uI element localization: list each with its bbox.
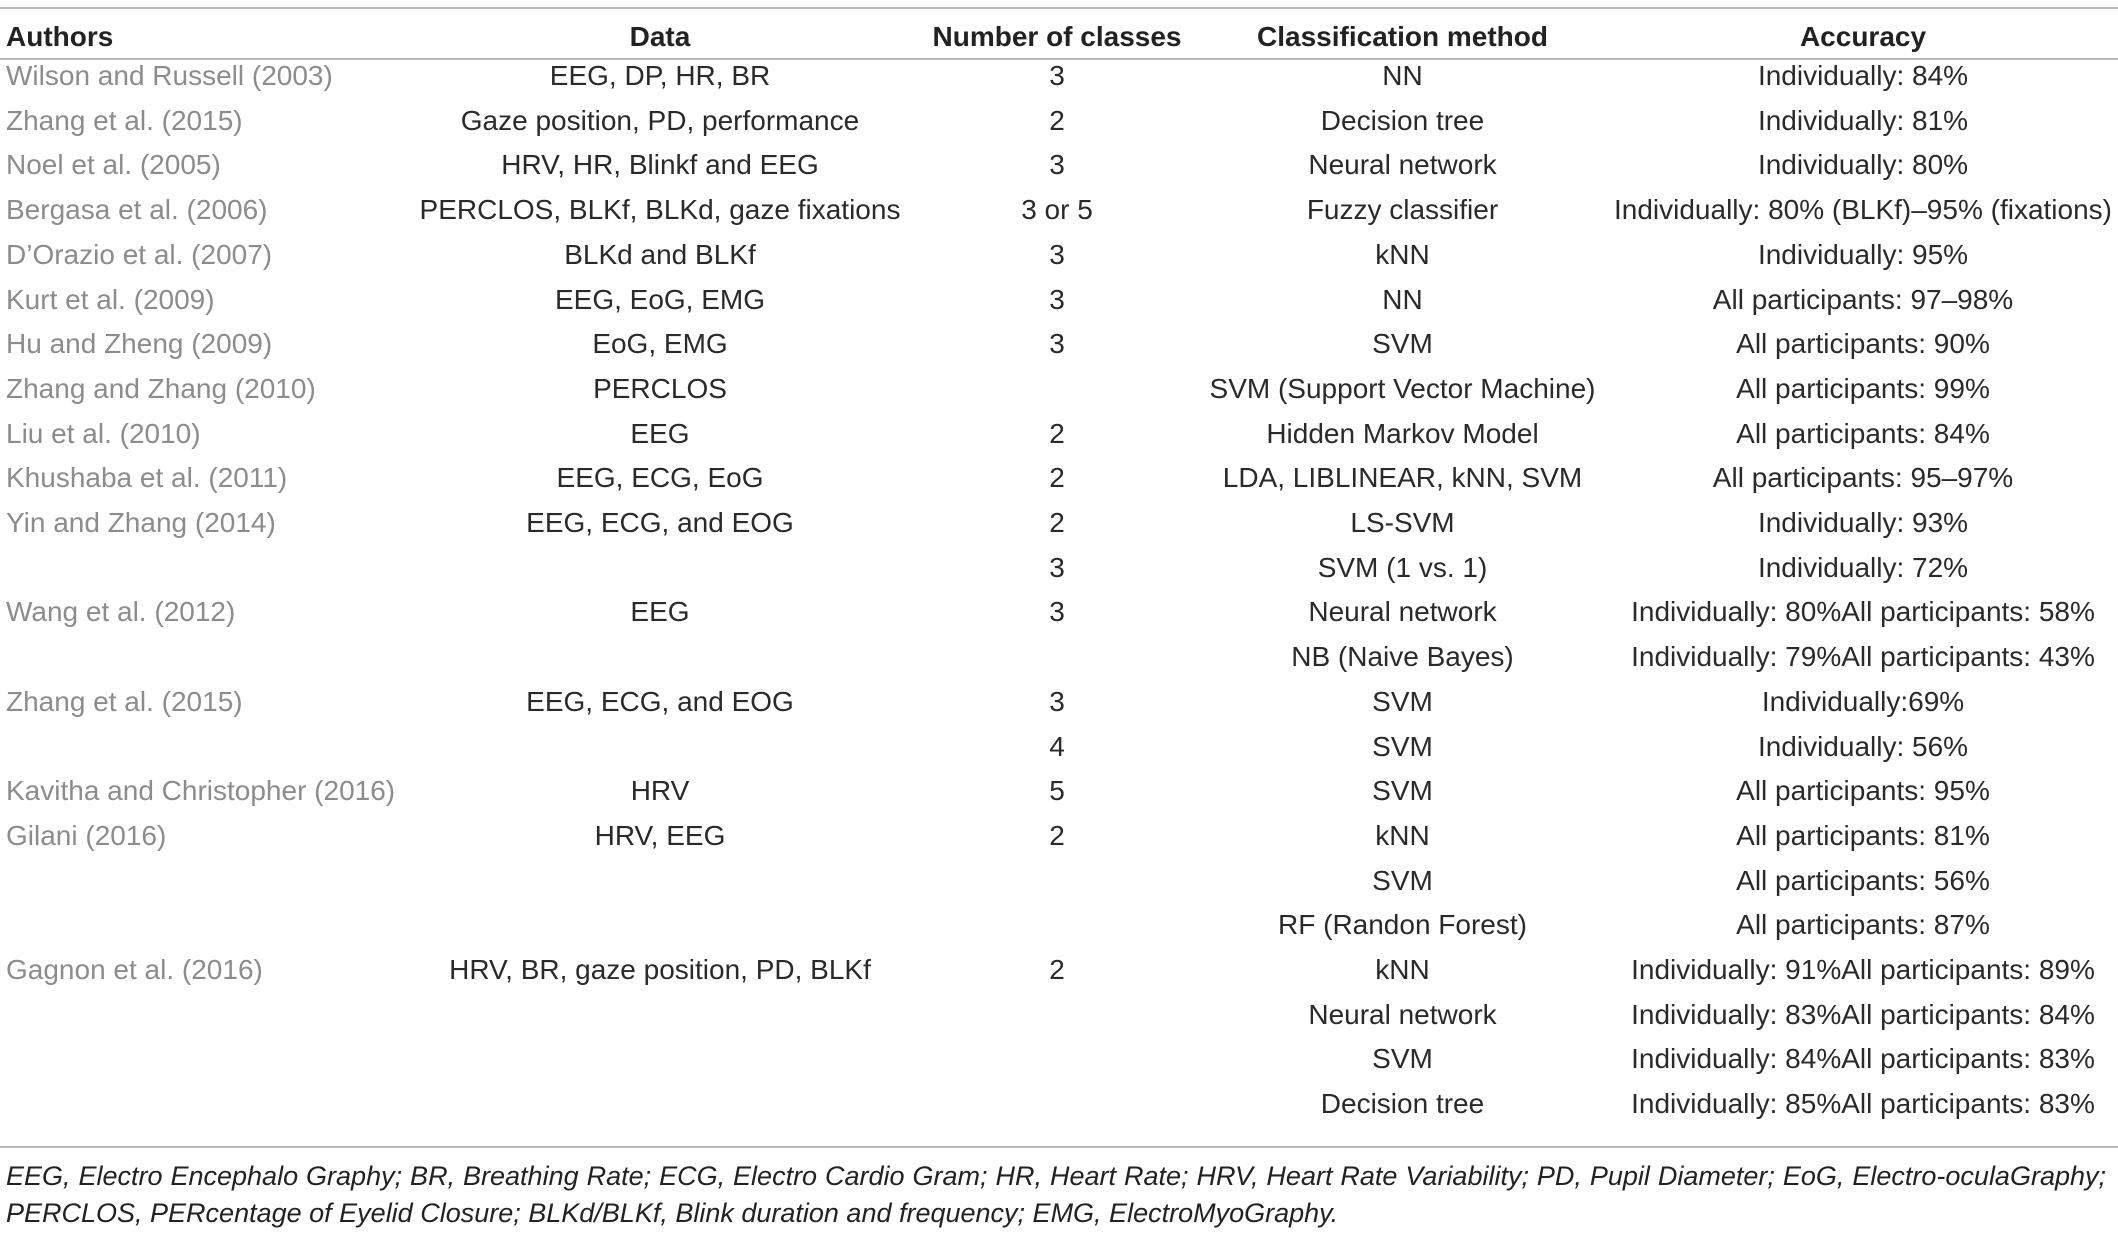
cell-number-of-classes: 3 bbox=[1049, 596, 1065, 628]
cell-classification-method: Fuzzy classifier bbox=[1306, 194, 1499, 226]
cell-classification-method: SVM bbox=[1372, 685, 1433, 717]
cell-number-of-classes: 2 bbox=[1049, 819, 1065, 851]
cell-accuracy: Individually: 80% bbox=[1757, 149, 1969, 181]
cell-number-of-classes: 5 bbox=[1049, 775, 1065, 807]
cell-data: HRV bbox=[630, 775, 690, 807]
table-row bbox=[0, 1036, 2118, 1081]
table-row bbox=[0, 813, 2118, 858]
cell-data: EEG, EoG, EMG bbox=[554, 283, 766, 315]
cell-classification-method: SVM bbox=[1372, 730, 1433, 762]
cell-authors: Gagnon et al. (2016) bbox=[6, 954, 263, 985]
cell-accuracy: Individually: 79%All participants: 43% bbox=[1631, 641, 2095, 673]
cell-accuracy: All participants: 95% bbox=[1736, 775, 1990, 807]
cell-number-of-classes: 3 bbox=[1049, 283, 1065, 315]
cell-classification-method: SVM bbox=[1372, 775, 1433, 807]
cell-accuracy: All participants: 97–98% bbox=[1712, 283, 2014, 315]
cell-classification-method: kNN bbox=[1375, 954, 1430, 985]
cell-classification-method: NB (Naive Bayes) bbox=[1291, 641, 1514, 673]
cell-accuracy: Individually: 85%All participants: 83% bbox=[1631, 1088, 2095, 1120]
cell-accuracy: Individually: 91%All participants: 89% bbox=[1631, 954, 2095, 985]
cell-data bbox=[403, 1036, 917, 1081]
cell-accuracy: Individually: 83%All participants: 84% bbox=[1631, 998, 2095, 1030]
cell-number-of-classes: 3 bbox=[1049, 149, 1065, 181]
cell-data bbox=[403, 858, 917, 903]
cell-number-of-classes bbox=[917, 858, 1197, 903]
header-authors: Authors bbox=[6, 21, 114, 52]
table-row bbox=[0, 902, 2118, 947]
cell-number-of-classes bbox=[917, 634, 1197, 679]
table-row bbox=[0, 1081, 2118, 1126]
table-row bbox=[0, 277, 2118, 322]
cell-data bbox=[403, 992, 917, 1037]
cell-number-of-classes bbox=[917, 992, 1197, 1037]
table-row bbox=[0, 366, 2118, 411]
table-row bbox=[0, 992, 2118, 1037]
cell-data bbox=[403, 902, 917, 947]
table-row bbox=[0, 232, 2118, 277]
header-classification-method: Classification method bbox=[1257, 21, 1548, 52]
cell-authors: Noel et al. (2005) bbox=[6, 149, 221, 181]
cell-authors: Hu and Zheng (2009) bbox=[6, 328, 273, 360]
cell-accuracy: Individually: 80% (BLKf)–95% (fixations) bbox=[1613, 194, 2112, 226]
cell-accuracy: Individually: 95% bbox=[1757, 238, 1969, 270]
cell-number-of-classes: 3 bbox=[1049, 685, 1065, 717]
cell-authors: Bergasa et al. (2006) bbox=[6, 194, 268, 226]
cell-classification-method: Neural network bbox=[1308, 596, 1497, 628]
cell-classification-method: kNN bbox=[1375, 819, 1430, 851]
cell-number-of-classes: 2 bbox=[1049, 462, 1065, 494]
cell-data bbox=[403, 634, 917, 679]
cell-number-of-classes: 3 bbox=[1049, 328, 1065, 360]
cell-data: HRV, EEG bbox=[594, 819, 726, 851]
table-row bbox=[0, 187, 2118, 232]
cell-classification-method: Neural network bbox=[1308, 149, 1497, 181]
cell-number-of-classes: 2 bbox=[1049, 954, 1065, 985]
cell-number-of-classes: 3 bbox=[1049, 551, 1065, 583]
cell-data: EEG, ECG, and EOG bbox=[526, 507, 794, 538]
cell-accuracy: Individually:69% bbox=[1761, 685, 1965, 717]
cell-data: EEG bbox=[630, 596, 690, 628]
cell-accuracy: All participants: 95–97% bbox=[1712, 462, 2014, 494]
cell-accuracy: Individually: 93% bbox=[1757, 507, 1969, 538]
cell-accuracy: Individually: 56% bbox=[1757, 730, 1969, 762]
table-row bbox=[0, 634, 2118, 679]
cell-accuracy: All participants: 99% bbox=[1736, 372, 1990, 404]
cell-data bbox=[403, 1081, 917, 1126]
bottom-rule bbox=[0, 1146, 2118, 1148]
cell-number-of-classes bbox=[917, 902, 1197, 947]
top-rule bbox=[0, 7, 2118, 9]
cell-classification-method: SVM (Support Vector Machine) bbox=[1209, 372, 1596, 404]
cell-authors: Kurt et al. (2009) bbox=[6, 283, 215, 315]
cell-number-of-classes: 2 bbox=[1049, 417, 1065, 449]
cell-accuracy: Individually: 84%All participants: 83% bbox=[1631, 1043, 2095, 1075]
cell-number-of-classes bbox=[917, 1036, 1197, 1081]
cell-classification-method: SVM (1 vs. 1) bbox=[1317, 551, 1488, 583]
cell-data: BLKd and BLKf bbox=[564, 238, 756, 270]
cell-accuracy: All participants: 90% bbox=[1736, 328, 1990, 360]
table-row bbox=[0, 411, 2118, 456]
cell-classification-method: SVM bbox=[1372, 864, 1433, 896]
cell-classification-method: SVM bbox=[1372, 1043, 1433, 1075]
table-row bbox=[0, 98, 2118, 143]
cell-authors: D’Orazio et al. (2007) bbox=[6, 238, 273, 270]
cell-classification-method: NN bbox=[1382, 283, 1423, 315]
cell-authors: Gilani (2016) bbox=[6, 819, 167, 851]
table-row bbox=[0, 768, 2118, 813]
cell-authors: Zhang et al. (2015) bbox=[6, 685, 243, 717]
cell-classification-method: NN bbox=[1382, 60, 1423, 91]
cell-classification-method: Hidden Markov Model bbox=[1266, 417, 1539, 449]
cell-authors: Kavitha and Christopher (2016) bbox=[6, 775, 396, 807]
cell-classification-method: Decision tree bbox=[1320, 1088, 1485, 1120]
cell-data bbox=[403, 724, 917, 769]
cell-data bbox=[403, 545, 917, 590]
cell-accuracy: Individually: 72% bbox=[1757, 551, 1969, 583]
cell-data: EEG bbox=[630, 417, 690, 449]
cell-authors: Wilson and Russell (2003) bbox=[6, 60, 333, 91]
cell-classification-method: Neural network bbox=[1308, 998, 1497, 1030]
cell-number-of-classes: 4 bbox=[1049, 730, 1065, 762]
cell-classification-method: LDA, LIBLINEAR, kNN, SVM bbox=[1222, 462, 1583, 494]
cell-number-of-classes bbox=[917, 366, 1197, 411]
cell-number-of-classes bbox=[917, 1081, 1197, 1126]
cell-authors: Zhang et al. (2015) bbox=[6, 104, 243, 136]
cell-accuracy: Individually: 84% bbox=[1757, 60, 1969, 91]
table-row bbox=[0, 947, 2118, 992]
cell-data: EoG, EMG bbox=[592, 328, 728, 360]
cell-data: EEG, DP, HR, BR bbox=[549, 60, 771, 91]
header-data: Data bbox=[629, 21, 691, 52]
cell-authors: Khushaba et al. (2011) bbox=[6, 462, 288, 494]
cell-data: EEG, ECG, EoG bbox=[556, 462, 764, 494]
table-row bbox=[0, 724, 2118, 769]
cell-data: HRV, HR, Blinkf and EEG bbox=[501, 149, 819, 181]
table-row bbox=[0, 321, 2118, 366]
cell-accuracy: All participants: 87% bbox=[1736, 909, 1990, 941]
cell-data: EEG, ECG, and EOG bbox=[526, 685, 794, 717]
cell-number-of-classes: 2 bbox=[1049, 104, 1065, 136]
table-row bbox=[0, 589, 2118, 634]
cell-accuracy: Individually: 81% bbox=[1757, 104, 1969, 136]
table-row bbox=[0, 500, 2118, 545]
cell-accuracy: All participants: 84% bbox=[1736, 417, 1990, 449]
cell-authors: Liu et al. (2010) bbox=[6, 417, 201, 449]
cell-data: PERCLOS bbox=[593, 372, 727, 404]
cell-authors: Zhang and Zhang (2010) bbox=[6, 372, 316, 404]
table-row bbox=[0, 53, 2118, 98]
header-accuracy: Accuracy bbox=[1799, 21, 1927, 52]
table-row bbox=[0, 679, 2118, 724]
cell-classification-method: LS-SVM bbox=[1350, 507, 1455, 538]
table-row bbox=[0, 142, 2118, 187]
cell-classification-method: kNN bbox=[1375, 238, 1430, 270]
table-row bbox=[0, 455, 2118, 500]
cell-classification-method: RF (Randon Forest) bbox=[1278, 909, 1527, 941]
cell-authors: Yin and Zhang (2014) bbox=[6, 507, 276, 538]
cell-number-of-classes: 3 bbox=[1049, 60, 1065, 91]
cell-number-of-classes: 3 bbox=[1049, 238, 1065, 270]
cell-accuracy: Individually: 80%All participants: 58% bbox=[1631, 596, 2095, 628]
cell-data: Gaze position, PD, performance bbox=[460, 104, 860, 136]
cell-data: PERCLOS, BLKf, BLKd, gaze fixations bbox=[419, 194, 901, 226]
cell-classification-method: SVM bbox=[1372, 328, 1433, 360]
table-row bbox=[0, 545, 2118, 590]
cell-authors: Wang et al. (2012) bbox=[6, 596, 236, 628]
cell-number-of-classes: 2 bbox=[1049, 507, 1065, 538]
cell-accuracy: All participants: 56% bbox=[1736, 864, 1990, 896]
cell-data: HRV, BR, gaze position, PD, BLKf bbox=[449, 954, 871, 985]
cell-classification-method: Decision tree bbox=[1320, 104, 1485, 136]
cell-accuracy: All participants: 81% bbox=[1736, 819, 1990, 851]
header-number-of-classes: Number of classes bbox=[932, 21, 1182, 52]
table-footnote: EEG, Electro Encephalo Graphy; BR, Breathing Rate; ECG, Electro Cardio Gram; HR, Heart Rate; HRV, Heart Rate Variability; PD, Pupil Diameter; EoG, Electro-oculaGraphy; PERCLOS, PERcentage of Eyelid Closure; BLKd/BLKf, Blink duration and frequency; EMG, ElectroMyoGraphy. bbox=[6, 1161, 2106, 1228]
cell-number-of-classes: 3 or 5 bbox=[1021, 194, 1093, 226]
table-row bbox=[0, 858, 2118, 903]
